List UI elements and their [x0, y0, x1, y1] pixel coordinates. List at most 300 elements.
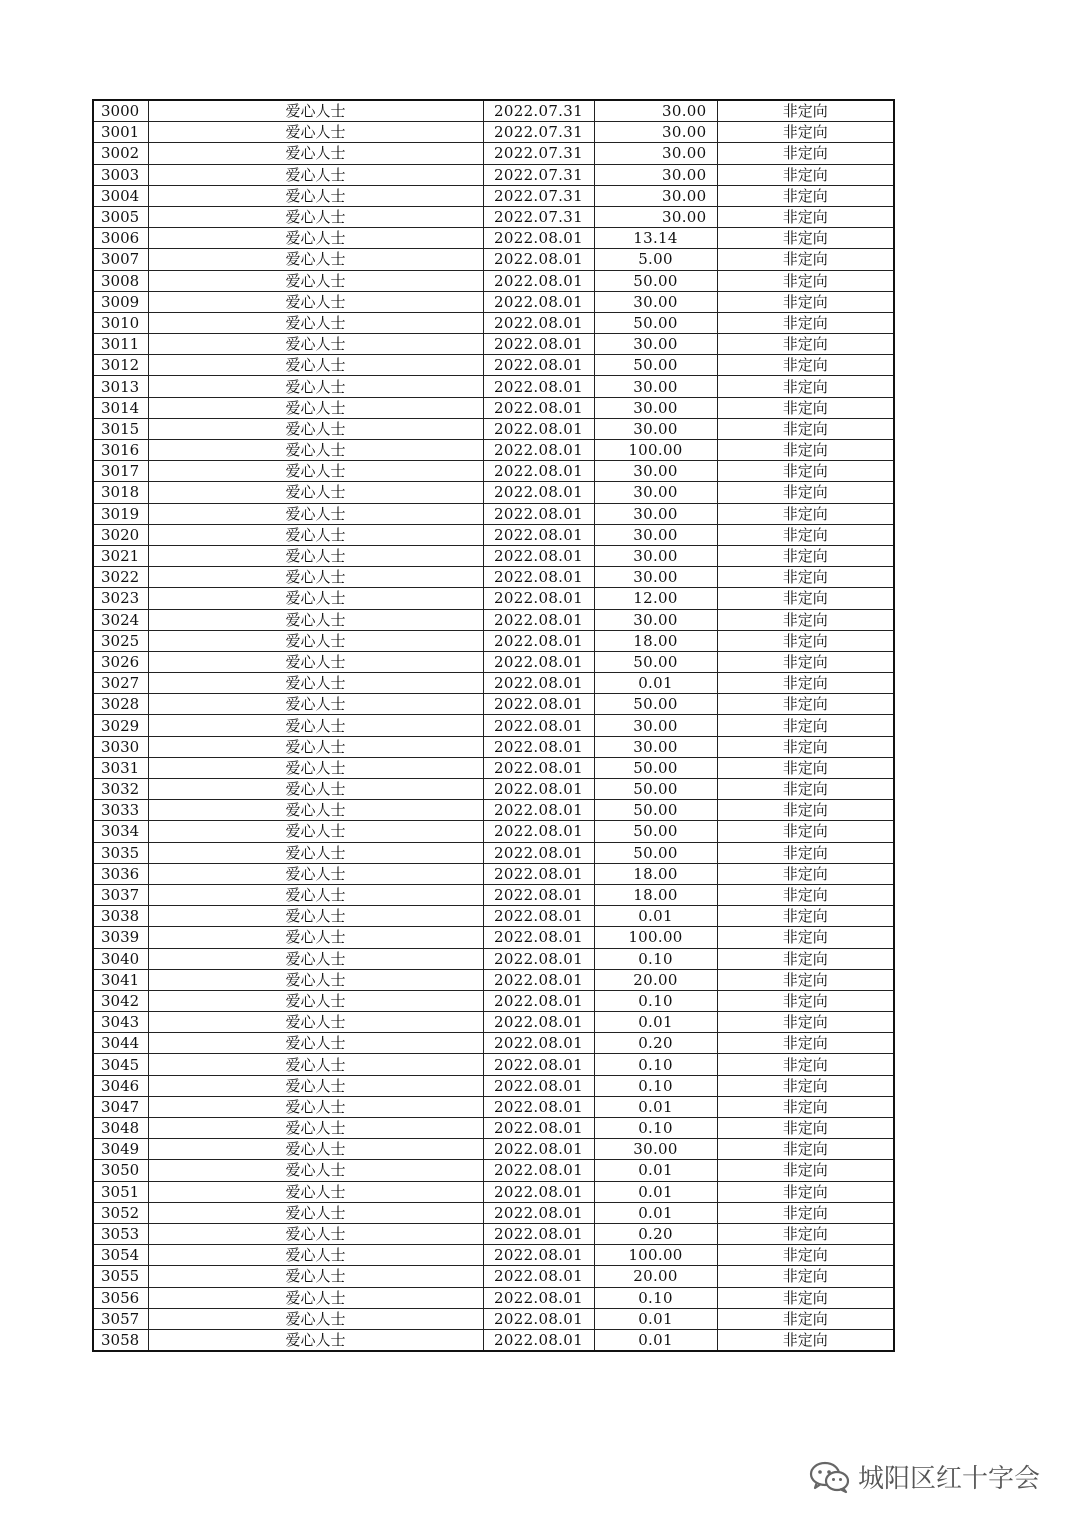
donation-date-cell: 2022.08.01 — [483, 376, 594, 397]
table-row — [93, 800, 894, 821]
row-number-cell: 3048 — [93, 1118, 148, 1139]
row-number-cell: 3024 — [93, 609, 148, 630]
donation-date-cell: 2022.07.31 — [483, 100, 594, 122]
donor-name-cell: 爱心人士 — [148, 906, 483, 927]
donation-type-cell: 非定向 — [717, 482, 894, 503]
amount-cell: 30.00 — [594, 715, 717, 736]
amount-cell: 50.00 — [594, 800, 717, 821]
donor-name-cell: 爱心人士 — [148, 1308, 483, 1329]
table-row — [93, 334, 894, 355]
amount-cell: 50.00 — [594, 312, 717, 333]
amount-cell: 30.00 — [594, 524, 717, 545]
donor-name-cell: 爱心人士 — [148, 779, 483, 800]
amount-cell: 0.01 — [594, 1096, 717, 1117]
donation-type-cell: 非定向 — [717, 863, 894, 884]
donation-date-cell: 2022.08.01 — [483, 567, 594, 588]
amount-cell: 0.10 — [594, 990, 717, 1011]
table-row — [93, 884, 894, 905]
account-watermark — [808, 1458, 1040, 1495]
donation-type-cell: 非定向 — [717, 164, 894, 185]
donation-type-cell: 非定向 — [717, 1266, 894, 1287]
row-number-cell: 3019 — [93, 503, 148, 524]
amount-cell: 50.00 — [594, 821, 717, 842]
donation-type-cell: 非定向 — [717, 567, 894, 588]
table-row — [93, 1287, 894, 1308]
donation-type-cell: 非定向 — [717, 884, 894, 905]
row-number-cell: 3039 — [93, 927, 148, 948]
row-number-cell: 3051 — [93, 1181, 148, 1202]
table-row — [93, 100, 894, 122]
donor-name-cell: 爱心人士 — [148, 736, 483, 757]
donation-type-cell: 非定向 — [717, 312, 894, 333]
amount-cell: 30.00 — [594, 334, 717, 355]
table-row — [93, 1245, 894, 1266]
donation-type-cell: 非定向 — [717, 609, 894, 630]
row-number-cell: 3058 — [93, 1329, 148, 1351]
donation-type-cell: 非定向 — [717, 100, 894, 122]
donation-type-cell: 非定向 — [717, 821, 894, 842]
amount-cell: 0.20 — [594, 1033, 717, 1054]
donation-type-cell: 非定向 — [717, 376, 894, 397]
donation-date-cell: 2022.08.01 — [483, 312, 594, 333]
table-row — [93, 863, 894, 884]
donor-name-cell: 爱心人士 — [148, 1054, 483, 1075]
donation-type-cell: 非定向 — [717, 715, 894, 736]
donation-date-cell: 2022.08.01 — [483, 842, 594, 863]
row-number-cell: 3044 — [93, 1033, 148, 1054]
donation-date-cell: 2022.08.01 — [483, 1287, 594, 1308]
table-row — [93, 990, 894, 1011]
donation-type-cell: 非定向 — [717, 779, 894, 800]
row-number-cell: 3001 — [93, 122, 148, 143]
amount-cell: 50.00 — [594, 779, 717, 800]
donor-name-cell: 爱心人士 — [148, 1096, 483, 1117]
table-row — [93, 1012, 894, 1033]
table-row — [93, 249, 894, 270]
table-row — [93, 630, 894, 651]
row-number-cell: 3000 — [93, 100, 148, 122]
donation-type-cell: 非定向 — [717, 440, 894, 461]
donation-date-cell: 2022.08.01 — [483, 906, 594, 927]
donor-name-cell: 爱心人士 — [148, 503, 483, 524]
row-number-cell: 3015 — [93, 418, 148, 439]
donation-type-cell: 非定向 — [717, 757, 894, 778]
donation-date-cell: 2022.08.01 — [483, 461, 594, 482]
table-row — [93, 1266, 894, 1287]
donation-type-cell: 非定向 — [717, 800, 894, 821]
amount-cell: 30.00 — [594, 122, 717, 143]
amount-cell: 0.01 — [594, 1181, 717, 1202]
donation-date-cell: 2022.08.01 — [483, 1012, 594, 1033]
amount-cell: 0.01 — [594, 1308, 717, 1329]
donation-type-cell: 非定向 — [717, 1329, 894, 1351]
donation-date-cell: 2022.07.31 — [483, 206, 594, 227]
table-row — [93, 673, 894, 694]
amount-cell: 30.00 — [594, 291, 717, 312]
donation-table-body — [93, 100, 894, 1351]
donation-date-cell: 2022.08.01 — [483, 228, 594, 249]
donation-date-cell: 2022.08.01 — [483, 863, 594, 884]
donation-type-cell: 非定向 — [717, 969, 894, 990]
row-number-cell: 3026 — [93, 651, 148, 672]
donation-date-cell: 2022.08.01 — [483, 884, 594, 905]
donation-type-cell: 非定向 — [717, 1181, 894, 1202]
donation-type-cell: 非定向 — [717, 1054, 894, 1075]
amount-cell: 50.00 — [594, 355, 717, 376]
amount-cell: 18.00 — [594, 884, 717, 905]
donation-date-cell: 2022.08.01 — [483, 1181, 594, 1202]
donation-date-cell: 2022.08.01 — [483, 821, 594, 842]
table-row — [93, 948, 894, 969]
donation-date-cell: 2022.08.01 — [483, 418, 594, 439]
donor-name-cell: 爱心人士 — [148, 715, 483, 736]
donation-type-cell: 非定向 — [717, 270, 894, 291]
amount-cell: 30.00 — [594, 503, 717, 524]
row-number-cell: 3014 — [93, 397, 148, 418]
donation-date-cell: 2022.07.31 — [483, 122, 594, 143]
donation-type-cell: 非定向 — [717, 1033, 894, 1054]
amount-cell: 100.00 — [594, 440, 717, 461]
row-number-cell: 3049 — [93, 1139, 148, 1160]
donation-type-cell: 非定向 — [717, 1096, 894, 1117]
donation-date-cell: 2022.08.01 — [483, 651, 594, 672]
donor-name-cell: 爱心人士 — [148, 1118, 483, 1139]
donation-date-cell: 2022.08.01 — [483, 1096, 594, 1117]
donation-type-cell: 非定向 — [717, 1075, 894, 1096]
donor-name-cell: 爱心人士 — [148, 482, 483, 503]
donation-type-cell: 非定向 — [717, 503, 894, 524]
row-number-cell: 3021 — [93, 545, 148, 566]
amount-cell: 0.01 — [594, 1329, 717, 1351]
donor-name-cell: 爱心人士 — [148, 228, 483, 249]
row-number-cell: 3053 — [93, 1223, 148, 1244]
table-row — [93, 1181, 894, 1202]
donation-type-cell: 非定向 — [717, 524, 894, 545]
donation-date-cell: 2022.07.31 — [483, 185, 594, 206]
donation-type-cell: 非定向 — [717, 1223, 894, 1244]
donation-date-cell: 2022.08.01 — [483, 334, 594, 355]
donor-name-cell: 爱心人士 — [148, 651, 483, 672]
donor-name-cell: 爱心人士 — [148, 609, 483, 630]
donation-date-cell: 2022.08.01 — [483, 482, 594, 503]
row-number-cell: 3023 — [93, 588, 148, 609]
donor-name-cell: 爱心人士 — [148, 800, 483, 821]
amount-cell: 30.00 — [594, 1139, 717, 1160]
table-row — [93, 1160, 894, 1181]
donation-date-cell: 2022.08.01 — [483, 545, 594, 566]
row-number-cell: 3047 — [93, 1096, 148, 1117]
donation-date-cell: 2022.08.01 — [483, 990, 594, 1011]
watermark-text: 城阳区红十字会 — [858, 1464, 1041, 1494]
donor-name-cell: 爱心人士 — [148, 524, 483, 545]
donor-name-cell: 爱心人士 — [148, 948, 483, 969]
table-row — [93, 503, 894, 524]
amount-cell: 5.00 — [594, 249, 717, 270]
row-number-cell: 3027 — [93, 673, 148, 694]
table-row — [93, 609, 894, 630]
table-row — [93, 440, 894, 461]
donor-name-cell: 爱心人士 — [148, 1287, 483, 1308]
donor-name-cell: 爱心人士 — [148, 842, 483, 863]
donation-type-cell: 非定向 — [717, 948, 894, 969]
amount-cell: 30.00 — [594, 482, 717, 503]
donor-name-cell: 爱心人士 — [148, 185, 483, 206]
donation-date-cell: 2022.08.01 — [483, 673, 594, 694]
donation-type-cell: 非定向 — [717, 1118, 894, 1139]
table-row — [93, 312, 894, 333]
donor-name-cell: 爱心人士 — [148, 249, 483, 270]
donation-type-cell: 非定向 — [717, 842, 894, 863]
donor-name-cell: 爱心人士 — [148, 397, 483, 418]
donor-name-cell: 爱心人士 — [148, 355, 483, 376]
row-number-cell: 3034 — [93, 821, 148, 842]
table-row — [93, 736, 894, 757]
amount-cell: 30.00 — [594, 164, 717, 185]
row-number-cell: 3030 — [93, 736, 148, 757]
table-row — [93, 143, 894, 164]
table-row — [93, 291, 894, 312]
donation-date-cell: 2022.08.01 — [483, 609, 594, 630]
row-number-cell: 3020 — [93, 524, 148, 545]
row-number-cell: 3032 — [93, 779, 148, 800]
donation-table — [92, 99, 895, 1352]
table-row — [93, 1329, 894, 1351]
donation-type-cell: 非定向 — [717, 1308, 894, 1329]
table-row — [93, 1118, 894, 1139]
donation-type-cell: 非定向 — [717, 1160, 894, 1181]
donor-name-cell: 爱心人士 — [148, 1033, 483, 1054]
table-row — [93, 1202, 894, 1223]
table-row — [93, 1139, 894, 1160]
row-number-cell: 3028 — [93, 694, 148, 715]
donor-name-cell: 爱心人士 — [148, 312, 483, 333]
donor-name-cell: 爱心人士 — [148, 1012, 483, 1033]
row-number-cell: 3052 — [93, 1202, 148, 1223]
donation-date-cell: 2022.08.01 — [483, 1160, 594, 1181]
wechat-icon — [808, 1460, 852, 1494]
donation-date-cell: 2022.08.01 — [483, 1266, 594, 1287]
donor-name-cell: 爱心人士 — [148, 1075, 483, 1096]
donation-date-cell: 2022.08.01 — [483, 503, 594, 524]
donor-name-cell: 爱心人士 — [148, 927, 483, 948]
table-row — [93, 779, 894, 800]
donation-date-cell: 2022.07.31 — [483, 143, 594, 164]
donor-name-cell: 爱心人士 — [148, 630, 483, 651]
table-row — [93, 164, 894, 185]
amount-cell: 30.00 — [594, 418, 717, 439]
donor-name-cell: 爱心人士 — [148, 673, 483, 694]
table-row — [93, 1096, 894, 1117]
donation-date-cell: 2022.08.01 — [483, 736, 594, 757]
amount-cell: 0.10 — [594, 1287, 717, 1308]
amount-cell: 18.00 — [594, 863, 717, 884]
row-number-cell: 3016 — [93, 440, 148, 461]
donor-name-cell: 爱心人士 — [148, 334, 483, 355]
donation-type-cell: 非定向 — [717, 927, 894, 948]
donation-date-cell: 2022.08.01 — [483, 397, 594, 418]
donor-name-cell: 爱心人士 — [148, 1139, 483, 1160]
donation-type-cell: 非定向 — [717, 673, 894, 694]
table-row — [93, 376, 894, 397]
amount-cell: 0.10 — [594, 1054, 717, 1075]
table-row — [93, 969, 894, 990]
table-row — [93, 927, 894, 948]
row-number-cell: 3031 — [93, 757, 148, 778]
row-number-cell: 3004 — [93, 185, 148, 206]
amount-cell: 30.00 — [594, 736, 717, 757]
donor-name-cell: 爱心人士 — [148, 588, 483, 609]
donation-type-cell: 非定向 — [717, 143, 894, 164]
row-number-cell: 3035 — [93, 842, 148, 863]
donor-name-cell: 爱心人士 — [148, 440, 483, 461]
donation-type-cell: 非定向 — [717, 906, 894, 927]
donation-date-cell: 2022.08.01 — [483, 291, 594, 312]
donation-type-cell: 非定向 — [717, 630, 894, 651]
row-number-cell: 3055 — [93, 1266, 148, 1287]
amount-cell: 30.00 — [594, 545, 717, 566]
donation-type-cell: 非定向 — [717, 990, 894, 1011]
row-number-cell: 3013 — [93, 376, 148, 397]
donor-name-cell: 爱心人士 — [148, 291, 483, 312]
donation-date-cell: 2022.08.01 — [483, 1329, 594, 1351]
donor-name-cell: 爱心人士 — [148, 1202, 483, 1223]
donation-date-cell: 2022.08.01 — [483, 1075, 594, 1096]
amount-cell: 20.00 — [594, 969, 717, 990]
row-number-cell: 3040 — [93, 948, 148, 969]
donation-date-cell: 2022.08.01 — [483, 1118, 594, 1139]
row-number-cell: 3036 — [93, 863, 148, 884]
table-row — [93, 122, 894, 143]
donation-date-cell: 2022.08.01 — [483, 355, 594, 376]
donation-date-cell: 2022.08.01 — [483, 588, 594, 609]
row-number-cell: 3003 — [93, 164, 148, 185]
row-number-cell: 3029 — [93, 715, 148, 736]
amount-cell: 50.00 — [594, 651, 717, 672]
donation-type-cell: 非定向 — [717, 206, 894, 227]
donor-name-cell: 爱心人士 — [148, 757, 483, 778]
donation-date-cell: 2022.08.01 — [483, 1223, 594, 1244]
donor-name-cell: 爱心人士 — [148, 164, 483, 185]
row-number-cell: 3043 — [93, 1012, 148, 1033]
donor-name-cell: 爱心人士 — [148, 545, 483, 566]
row-number-cell: 3033 — [93, 800, 148, 821]
donation-type-cell: 非定向 — [717, 1012, 894, 1033]
table-row — [93, 821, 894, 842]
row-number-cell: 3009 — [93, 291, 148, 312]
row-number-cell: 3007 — [93, 249, 148, 270]
donor-name-cell: 爱心人士 — [148, 1160, 483, 1181]
table-row — [93, 461, 894, 482]
donation-date-cell: 2022.08.01 — [483, 927, 594, 948]
donor-name-cell: 爱心人士 — [148, 694, 483, 715]
donation-type-cell: 非定向 — [717, 588, 894, 609]
table-row — [93, 651, 894, 672]
donation-date-cell: 2022.08.01 — [483, 800, 594, 821]
amount-cell: 30.00 — [594, 397, 717, 418]
table-row — [93, 524, 894, 545]
donation-type-cell: 非定向 — [717, 1139, 894, 1160]
donation-type-cell: 非定向 — [717, 185, 894, 206]
donation-type-cell: 非定向 — [717, 418, 894, 439]
donation-type-cell: 非定向 — [717, 1202, 894, 1223]
amount-cell: 0.01 — [594, 673, 717, 694]
amount-cell: 30.00 — [594, 376, 717, 397]
donor-name-cell: 爱心人士 — [148, 418, 483, 439]
donation-date-cell: 2022.08.01 — [483, 1308, 594, 1329]
amount-cell: 100.00 — [594, 927, 717, 948]
amount-cell: 20.00 — [594, 1266, 717, 1287]
donor-name-cell: 爱心人士 — [148, 1266, 483, 1287]
donor-name-cell: 爱心人士 — [148, 1223, 483, 1244]
row-number-cell: 3011 — [93, 334, 148, 355]
table-row — [93, 715, 894, 736]
amount-cell: 30.00 — [594, 100, 717, 122]
amount-cell: 30.00 — [594, 567, 717, 588]
row-number-cell: 3042 — [93, 990, 148, 1011]
table-row — [93, 270, 894, 291]
donation-date-cell: 2022.08.01 — [483, 1139, 594, 1160]
donor-name-cell: 爱心人士 — [148, 990, 483, 1011]
amount-cell: 0.10 — [594, 1075, 717, 1096]
row-number-cell: 3037 — [93, 884, 148, 905]
row-number-cell: 3057 — [93, 1308, 148, 1329]
donation-type-cell: 非定向 — [717, 694, 894, 715]
donation-type-cell: 非定向 — [717, 545, 894, 566]
row-number-cell: 3018 — [93, 482, 148, 503]
table-row — [93, 545, 894, 566]
donation-type-cell: 非定向 — [717, 736, 894, 757]
amount-cell: 0.10 — [594, 1118, 717, 1139]
donation-date-cell: 2022.08.01 — [483, 715, 594, 736]
row-number-cell: 3038 — [93, 906, 148, 927]
donor-name-cell: 爱心人士 — [148, 884, 483, 905]
donation-date-cell: 2022.08.01 — [483, 249, 594, 270]
amount-cell: 0.01 — [594, 1012, 717, 1033]
amount-cell: 100.00 — [594, 1245, 717, 1266]
donation-type-cell: 非定向 — [717, 122, 894, 143]
table-row — [93, 1033, 894, 1054]
amount-cell: 18.00 — [594, 630, 717, 651]
row-number-cell: 3022 — [93, 567, 148, 588]
table-row — [93, 1054, 894, 1075]
donor-name-cell: 爱心人士 — [148, 821, 483, 842]
donor-name-cell: 爱心人士 — [148, 100, 483, 122]
donation-date-cell: 2022.08.01 — [483, 524, 594, 545]
row-number-cell: 3025 — [93, 630, 148, 651]
donation-date-cell: 2022.08.01 — [483, 630, 594, 651]
row-number-cell: 3006 — [93, 228, 148, 249]
table-row — [93, 906, 894, 927]
donor-name-cell: 爱心人士 — [148, 567, 483, 588]
donor-name-cell: 爱心人士 — [148, 143, 483, 164]
row-number-cell: 3002 — [93, 143, 148, 164]
amount-cell: 0.01 — [594, 1202, 717, 1223]
donor-name-cell: 爱心人士 — [148, 863, 483, 884]
donor-name-cell: 爱心人士 — [148, 270, 483, 291]
table-row — [93, 418, 894, 439]
donation-type-cell: 非定向 — [717, 651, 894, 672]
table-row — [93, 482, 894, 503]
donation-date-cell: 2022.08.01 — [483, 779, 594, 800]
donation-date-cell: 2022.08.01 — [483, 948, 594, 969]
amount-cell: 30.00 — [594, 206, 717, 227]
donor-name-cell: 爱心人士 — [148, 376, 483, 397]
row-number-cell: 3005 — [93, 206, 148, 227]
donation-date-cell: 2022.08.01 — [483, 270, 594, 291]
row-number-cell: 3045 — [93, 1054, 148, 1075]
donation-type-cell: 非定向 — [717, 1287, 894, 1308]
donation-date-cell: 2022.08.01 — [483, 1054, 594, 1075]
